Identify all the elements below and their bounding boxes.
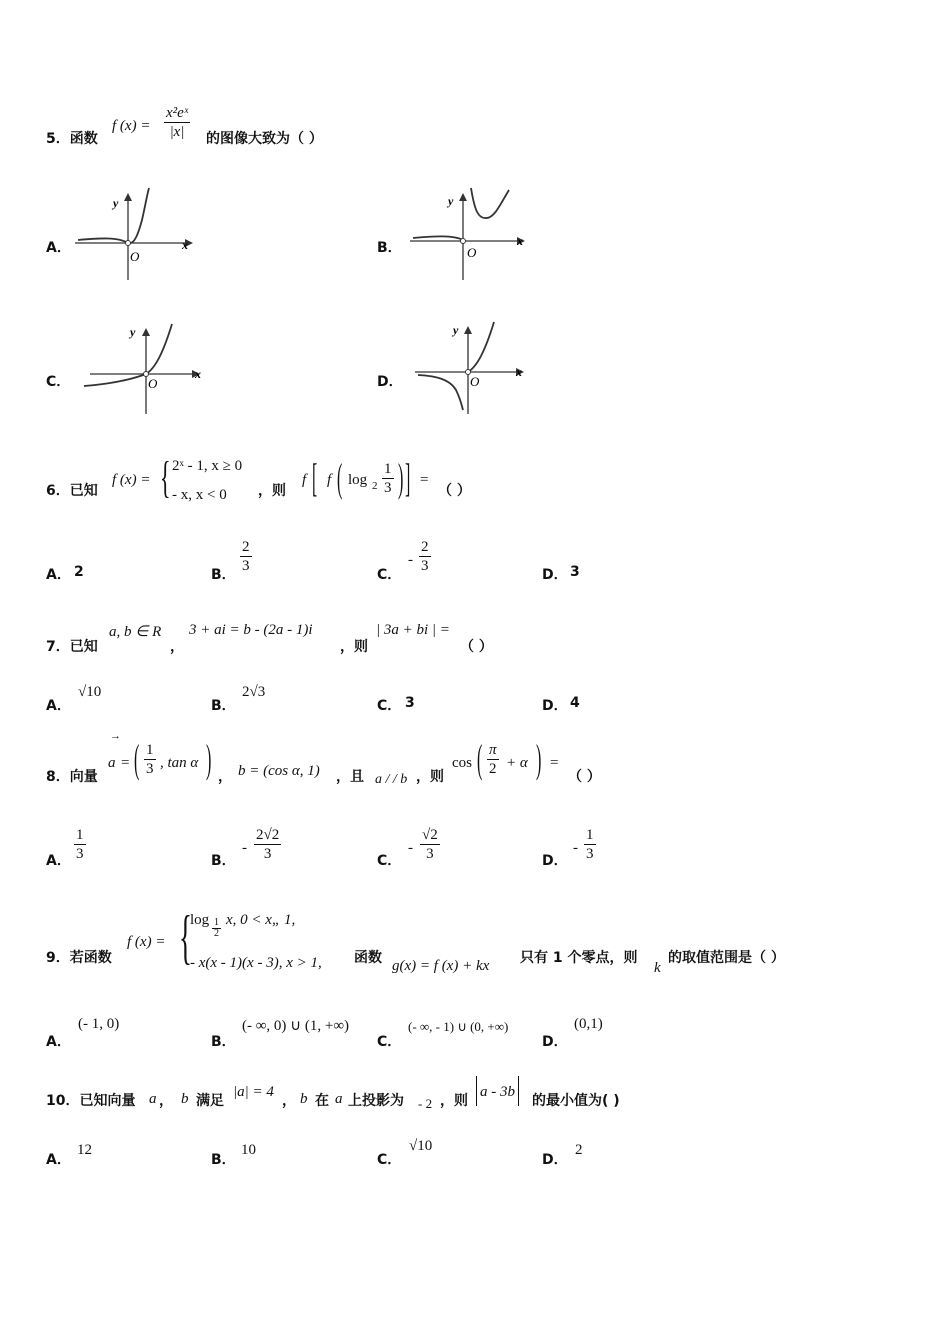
fraction-numerator: 2√2 — [256, 827, 280, 843]
separator: ， — [282, 1093, 296, 1109]
vector-a: a — [149, 1091, 157, 1107]
pi-fraction — [487, 741, 499, 778]
question-text: ，则 — [416, 769, 444, 785]
expr-log-base: 2 — [372, 480, 378, 492]
piecewise-case: 2ˣ - 1, x ≥ 0 — [172, 458, 243, 474]
option-label: B． — [211, 853, 236, 869]
vector-a-component: , tan α — [160, 755, 199, 771]
paren-left: ( — [477, 736, 483, 781]
graph-b — [405, 185, 535, 285]
paren-left: ( — [337, 455, 343, 500]
function-g: g(x) = f (x) + kx — [392, 958, 490, 974]
question-text-tail: 的取值范围是（ ） — [668, 950, 785, 966]
question-text: 已知 — [69, 639, 98, 655]
question-text: 向量 — [69, 769, 98, 785]
separator: ， — [218, 769, 232, 785]
fraction-numerator: 1 — [384, 461, 392, 477]
vector-b: b = (cos α, 1) — [238, 763, 320, 779]
expr-log: log — [348, 472, 368, 488]
piecewise-case-tail: x, 0 < x„ 1, — [226, 912, 296, 928]
fraction-denominator: 3 — [426, 846, 434, 862]
fraction-denominator: 2 — [214, 928, 219, 939]
option-sign: - — [408, 552, 413, 568]
axis-y-label: y — [130, 325, 136, 339]
answer-paren: （ ） — [438, 483, 471, 499]
projection-value: - 2 — [418, 1096, 433, 1111]
option-label: D． — [377, 374, 403, 390]
axis-x-label: x — [182, 238, 188, 252]
option-label: A． — [46, 698, 71, 714]
vector-b: b — [181, 1091, 189, 1107]
piecewise-brace: { — [179, 904, 192, 970]
option-label: C． — [377, 567, 402, 583]
question-text: 在 — [315, 1093, 329, 1109]
option-sign: - — [408, 840, 413, 856]
vector-a: a — [335, 1091, 343, 1107]
axis-x-label: x — [517, 234, 523, 248]
log-base-fraction — [212, 918, 221, 939]
question-text: 已知向量 — [79, 1093, 136, 1109]
fraction-numerator: 1 — [146, 742, 154, 758]
bracket-left: [ — [312, 455, 318, 500]
option-value: 4 — [570, 695, 580, 711]
option-value: 2 — [575, 1142, 583, 1158]
paren-right: ) — [536, 736, 542, 781]
axis-x-label: x — [195, 367, 201, 381]
option-label: A． — [46, 240, 71, 256]
answer-paren: （ ） — [568, 769, 601, 785]
option-label: D． — [542, 567, 568, 583]
option-value: √10 — [409, 1138, 433, 1154]
norm-a: |a| = 4 — [233, 1084, 274, 1100]
question-9-stem — [46, 947, 112, 967]
option-label: C． — [377, 1152, 402, 1168]
fraction-numerator: 2 — [421, 539, 429, 555]
expr-f: f — [302, 472, 307, 488]
option-label: C． — [46, 374, 71, 390]
expr-equals: = — [420, 472, 429, 488]
question-text: 函数 — [354, 950, 382, 966]
option-label: D． — [542, 1152, 568, 1168]
option-label: A． — [46, 853, 71, 869]
option-value: 2√3 — [242, 684, 266, 700]
option-value: (0,1) — [574, 1016, 603, 1032]
vector-a: a — [108, 755, 116, 771]
paren-left: ( — [134, 736, 140, 781]
option-label: D． — [542, 698, 568, 714]
condition: 3 + ai = b - (2a - 1)i — [189, 622, 313, 638]
graph-c — [80, 320, 210, 420]
origin-label: O — [470, 374, 480, 389]
question-text: 上投影为 — [348, 1093, 404, 1109]
fraction-numerator: 1 — [214, 917, 219, 928]
bracket-right: ] — [405, 455, 411, 500]
question-number: 7． — [46, 639, 70, 655]
question-text: 只有 1 个零点，则 — [520, 950, 638, 966]
vector-b: b — [300, 1091, 308, 1107]
option-value: 12 — [77, 1142, 92, 1158]
question-number: 8． — [46, 769, 70, 785]
axis-x-label: x — [516, 365, 522, 379]
fraction-numerator: 2 — [242, 539, 250, 555]
question-7-stem — [46, 636, 98, 656]
fraction-denominator: 3 — [384, 480, 392, 496]
origin-label: O — [148, 376, 158, 391]
option-sign: - — [242, 840, 247, 856]
option-fraction — [584, 826, 596, 863]
question-text: 函数 — [69, 131, 98, 147]
option-value: (- ∞, - 1) ∪ (0, +∞) — [408, 1019, 509, 1034]
question-8-stem — [46, 766, 98, 786]
fraction-denominator: 3 — [421, 558, 429, 574]
option-label: B． — [211, 698, 236, 714]
fraction-numerator: 1 — [76, 827, 84, 843]
question-text: ，且 — [336, 769, 364, 785]
fraction-numerator: 1 — [586, 827, 594, 843]
expr-equals: = — [550, 755, 559, 771]
answer-paren: （ ） — [460, 639, 493, 655]
option-value: (- 1, 0) — [78, 1016, 120, 1032]
option-value: 3 — [405, 695, 415, 711]
fraction-numerator: √2 — [422, 827, 438, 843]
option-label: C． — [377, 853, 402, 869]
option-label: D． — [542, 1034, 568, 1050]
option-fraction — [74, 826, 86, 863]
graph-a — [70, 185, 200, 285]
fraction-numerator: x²eˣ — [166, 105, 189, 121]
origin-label: O — [130, 249, 140, 264]
piecewise-case: - x, x < 0 — [172, 487, 227, 503]
option-value: 10 — [241, 1142, 256, 1158]
fraction-denominator: 3 — [586, 846, 594, 862]
question-6-stem — [46, 480, 98, 500]
paren-right: ) — [206, 736, 212, 781]
question-text-tail: 的最小值为( ) — [532, 1093, 620, 1109]
variable-k: k — [654, 960, 661, 976]
fraction-numerator: π — [489, 742, 497, 758]
expr-fraction — [382, 460, 394, 497]
expression: a - 3b — [480, 1084, 515, 1100]
axis-y-label: y — [113, 196, 119, 210]
axis-y-label: y — [453, 323, 459, 337]
option-value: 2 — [74, 564, 84, 580]
question-text: 已知 — [69, 483, 98, 499]
question-text: ，则 — [340, 639, 368, 655]
graph-d — [410, 318, 540, 418]
question-text: ，则 — [258, 483, 286, 499]
question-5-stem — [46, 128, 98, 148]
question-10-stem — [46, 1090, 135, 1110]
question-text: 若函数 — [69, 950, 112, 966]
question-number: 5． — [46, 131, 70, 147]
option-value: 3 — [570, 564, 580, 580]
option-label: C． — [377, 698, 402, 714]
fraction-denominator: 3 — [146, 761, 154, 777]
expr-inner-f: f — [327, 472, 332, 488]
axis-y-label: y — [448, 194, 454, 208]
parallel-condition: a / / b — [375, 772, 408, 787]
separator: ， — [170, 639, 184, 655]
fraction-denominator: |x| — [169, 124, 185, 140]
option-fraction — [419, 538, 431, 575]
piecewise-case: log — [190, 912, 210, 928]
option-label: A． — [46, 1034, 71, 1050]
fraction-denominator: 3 — [76, 846, 84, 862]
option-label: B． — [377, 240, 402, 256]
formula-fraction — [164, 104, 190, 141]
piecewise-brace: { — [160, 453, 171, 502]
fraction-denominator: 2 — [489, 761, 497, 777]
function-lhs: f (x) = — [112, 472, 151, 488]
alpha-term: + α — [506, 755, 528, 771]
fraction-denominator: 3 — [242, 558, 250, 574]
question-number: 9． — [46, 950, 70, 966]
option-value: (- ∞, 0) ∪ (1, +∞) — [242, 1018, 350, 1034]
equals: = — [121, 755, 130, 771]
option-label: B． — [211, 567, 236, 583]
question-text: 满足 — [196, 1093, 224, 1109]
vector-arrow-icon: → — [110, 730, 121, 742]
question-text-tail: 的图像大致为（ ） — [206, 131, 323, 147]
cos-function: cos — [452, 755, 472, 771]
condition: a, b ∈ R — [109, 624, 162, 640]
option-label: B． — [211, 1034, 236, 1050]
origin-label: O — [467, 245, 477, 260]
question-number: 6． — [46, 483, 70, 499]
option-value: √10 — [78, 684, 102, 700]
option-label: A． — [46, 567, 71, 583]
question-text: ，则 — [440, 1093, 468, 1109]
expression: | 3a + bi | = — [376, 622, 450, 638]
option-sign: - — [573, 840, 578, 856]
option-label: C． — [377, 1034, 402, 1050]
option-fraction — [254, 826, 281, 863]
option-fraction — [420, 826, 440, 863]
separator: ， — [159, 1093, 173, 1109]
vector-fraction — [144, 741, 156, 778]
piecewise-case: - x(x - 1)(x - 3), x > 1, — [190, 955, 322, 971]
question-number: 10． — [46, 1093, 80, 1109]
formula-lhs: f (x) = — [112, 118, 151, 134]
fraction-denominator: 3 — [263, 846, 272, 862]
option-label: B． — [211, 1152, 236, 1168]
norm-expression — [476, 1076, 519, 1106]
paren-right: ) — [398, 455, 404, 500]
option-label: A． — [46, 1152, 71, 1168]
option-fraction — [240, 538, 252, 575]
function-lhs: f (x) = — [127, 934, 166, 950]
option-label: D． — [542, 853, 568, 869]
